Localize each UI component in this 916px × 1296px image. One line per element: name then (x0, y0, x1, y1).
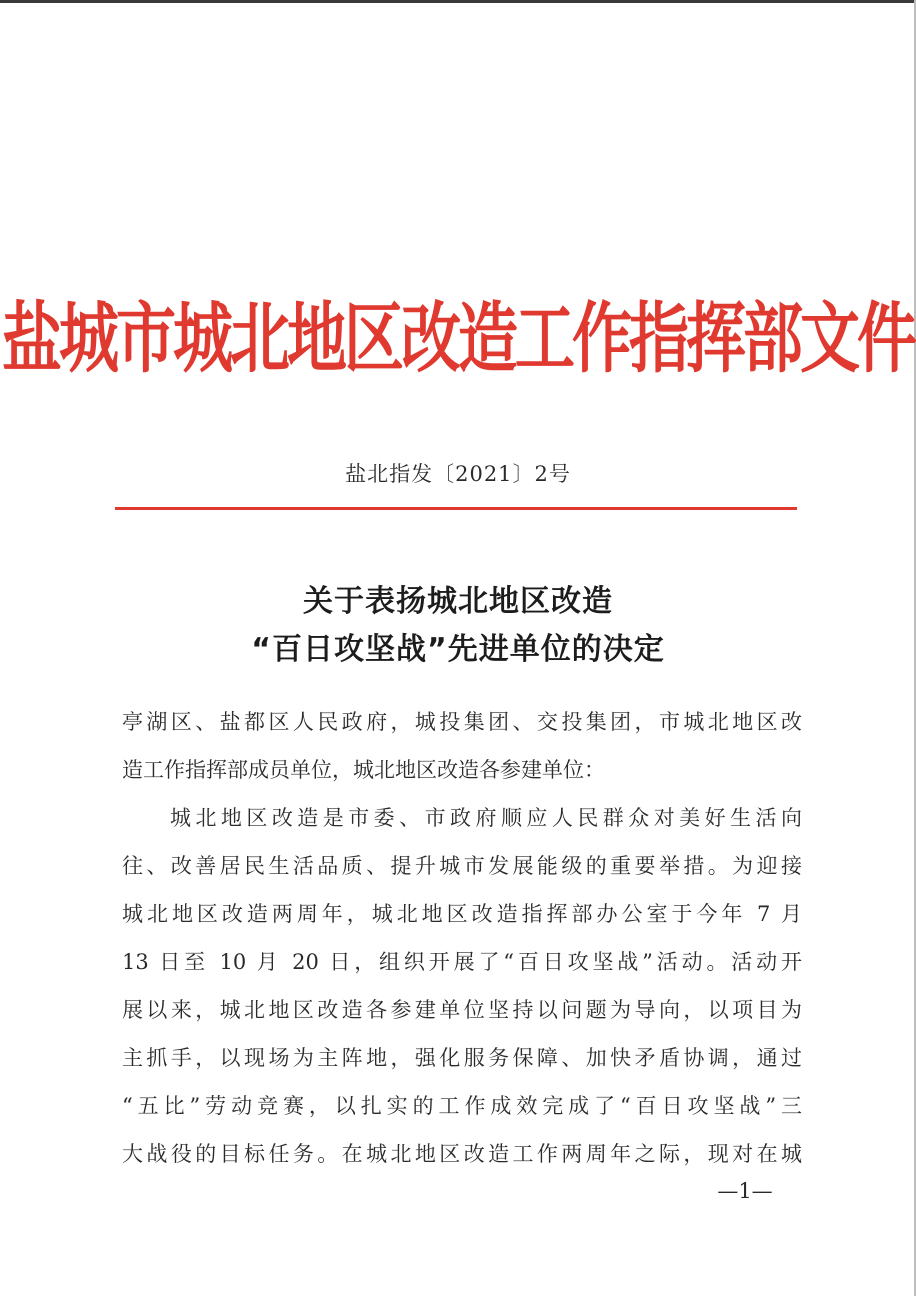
masthead-title: 盐城市城北地区改造工作指挥部文件 (2, 294, 914, 385)
document-title-line-1: 关于表扬城北地区改造 (303, 584, 613, 619)
document-title-line-2: “百日攻坚战”先进单位的决定 (251, 632, 665, 667)
document-number: 盐北指发〔2021〕2号 (345, 462, 571, 486)
body-text-line: 主抓手，以现场为主阵地，强化服务保障、加快矛盾协调，通过 (122, 1046, 802, 1070)
body-text-line: 大战役的目标任务。在城北地区改造工作两周年之际，现对在城 (122, 1142, 802, 1166)
page-number: —1— (717, 1179, 773, 1203)
body-text-line: 城北地区改造两周年，城北地区改造指挥部办公室于今年 7 月 (122, 902, 802, 926)
red-divider-line (115, 507, 797, 510)
body-text-line: 13 日至 10 月 20 日，组织开展了“百日攻坚战”活动。活动开 (122, 950, 802, 974)
scan-top-edge (0, 0, 916, 3)
salutation-line: 造工作指挥部成员单位，城北地区改造各参建单位： (122, 758, 605, 782)
body-text-line: 往、改善居民生活品质、提升城市发展能级的重要举措。为迎接 (122, 854, 802, 878)
body-text-line: 城北地区改造是市委、市政府顺应人民群众对美好生活向 (170, 806, 802, 830)
body-text-line: 展以来，城北地区改造各参建单位坚持以问题为导向，以项目为 (122, 998, 802, 1022)
salutation-line: 亭湖区、盐都区人民政府，城投集团、交投集团，市城北地区改 (122, 710, 802, 734)
body-text-line: “五比”劳动竞赛，以扎实的工作成效完成了“百日攻坚战”三 (122, 1094, 802, 1118)
